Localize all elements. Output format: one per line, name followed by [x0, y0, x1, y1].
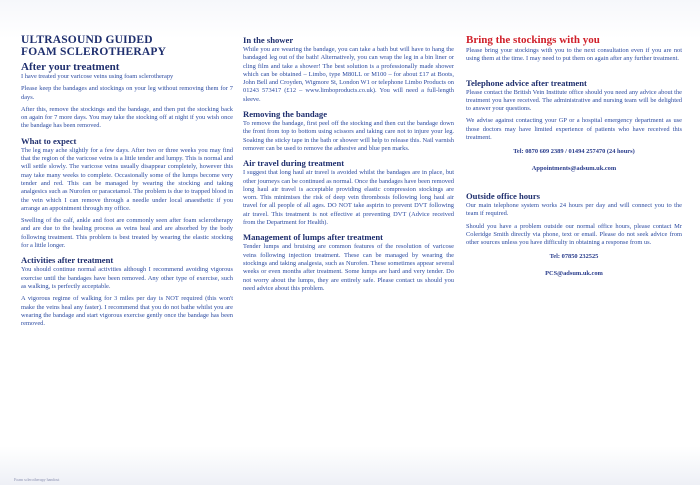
after-intro: I have treated your varicose veins using foam sclerotherapy — [21, 73, 174, 80]
footer-note: Foam sclerotherapy handout — [14, 477, 60, 482]
paragraph: To remove the bandage, first peel off the stocking and then cut the bandage down the front from top to bottom using scissors and taking care not to injure your leg. Soaking the sticky tape in the bath or shower will help to release this. Nail varnish remover can be used to remove the adhesive and blue pen marks. — [243, 120, 454, 152]
middle-column — [243, 35, 454, 297]
paragraph: While you are wearing the bandage, you can take a bath but will have to hang the bandaged leg out of the bath! Alternatively, you can wrap the leg in a bin liner or cling film and take a shower! The best solution is a professionally made shower which can be obtained – Limbo, type M80LL or M100 – for about £17 at Boots, John Bell and Croyden, Wigmore St, London W1 or telephone Limbo Products on 01243 573417 (£12 – www.limboproducts.co.uk). You will need a full-length sleeve. — [243, 46, 454, 103]
removing-bandage-heading: Removing the bandage — [243, 109, 328, 120]
paragraph: Should you have a problem outside our normal office hours, please contact Mr Coleridge Smith directly via phone, text or email. Please do not seek advice from other sources unless you have difficulty in obtaining a response from us. — [466, 222, 682, 247]
outside-hours-heading: Outside office hours — [466, 190, 540, 201]
title-line-1: ULTRASOUND GUIDED — [21, 34, 153, 46]
shower-heading: In the shower — [243, 35, 294, 45]
direct-email[interactable]: PCS@adsum.uk.com — [545, 269, 603, 277]
telephone-advice-heading: Telephone advice after treatment — [466, 77, 587, 88]
activities-heading: Activities after treatment — [21, 255, 114, 266]
what-to-expect-heading: What to expect — [21, 135, 77, 146]
air-travel-heading: Air travel during treatment — [243, 158, 345, 169]
paragraph: We advise against contacting your GP or a hospital emergency department as use those doctors may have limited experience of patients who have received this treatment. — [466, 117, 682, 142]
office-telephone[interactable]: Tel: 0870 609 2389 / 01494 257470 (24 hours) — [513, 148, 635, 156]
bring-stockings-heading: Bring the stockings with you — [466, 34, 600, 46]
direct-telephone[interactable]: Tel: 07850 232525 — [549, 253, 599, 261]
paragraph: A vigorous regime of walking for 3 miles per day is NOT required (this won't make the veins heal any faster). I recommend that you do not bathe whilst you are wearing the bandage and start vigorous exercise gently once the bandage has been removed. — [21, 295, 233, 328]
right-column — [466, 34, 682, 286]
title-line-2: FOAM SCLEROTHERAPY — [21, 46, 167, 58]
paragraph: Tender lumps and bruising are common features of the resolution of varicose veins following injection treatment. These can be managed by wearing the stockings and taking analgesia, such as Nurofen. These sometimes appear several weeks or even months after treatment. Some lumps are hard and very tender. Do not worry about the lumps, they are entirely safe. Please contact us should you need advice about this problem. — [243, 243, 454, 292]
paragraph: The leg may ache slightly for a few days. After two or three weeks you may find that the region of the varicose veins is a little tender and lumpy. This is normal and will settle slowly. The varicose veins usually disappear completely, however this may take many weeks to complete. Occasionally some of the lumps become very tender and red. This can be managed by wearing the stocking and taking analgesics such as Nurofen or paracetamol. The problem is due to trapped blood in the vein which I can remove through a needle under local anaesthetic if you arrange an appointment through my office. — [21, 146, 233, 212]
paragraph: Swelling of the calf, ankle and foot are commonly seen after foam sclerotherapy and are due to the healing process as veins heal and are absorbed by the body following treatment. This problem is best treated by wearing the elastic stocking for a little longer. — [21, 217, 233, 250]
paragraph: Our main telephone system works 24 hours per day and will connect you to the team if required. — [466, 201, 682, 218]
after-treatment-heading: After your treatment — [21, 61, 120, 73]
paragraph: Please keep the bandages and stockings on your leg without removing them for 7 days. — [21, 85, 233, 101]
paragraph: You should continue normal activities although I recommend avoiding vigorous exercise until the bandages have been removed. Any other type of exercise, such as walking, is perfectly acceptable. — [21, 266, 233, 290]
lumps-heading: Management of lumps after treatment — [243, 232, 384, 243]
paragraph: I suggest that long haul air travel is avoided whilst the bandages are in place, but other journeys can be continued as normal. Once the bandages have been removed long haul air travel is acceptable providing elastic compression stockings are worn. This minimises the risk of deep vein thrombosis following long haul air travel for all people of all ages. DO NOT take aspirin to prevent DVT following air travel. This treatment is not effective at preventing DVT (Advice received from the Department for Health). — [243, 169, 454, 227]
paragraph: After this, remove the stockings and the bandage, and then put the stocking back on again for 7 more days. You may take the stocking off at night if you wish once the bandage has been removed. — [21, 105, 233, 130]
paragraph: Please contact the British Vein Institute office should you need any advice about the treatment you have received. The administrative and nursing team will be delighted to answer your questions. — [466, 88, 682, 113]
left-column — [21, 34, 233, 332]
appointments-email[interactable]: Appointments@adsum.uk.com — [531, 164, 617, 172]
paragraph: Please bring your stockings with you to the next consultation even if you are not using them at the time. I may need to put them on again after any further treatment. — [466, 47, 682, 63]
